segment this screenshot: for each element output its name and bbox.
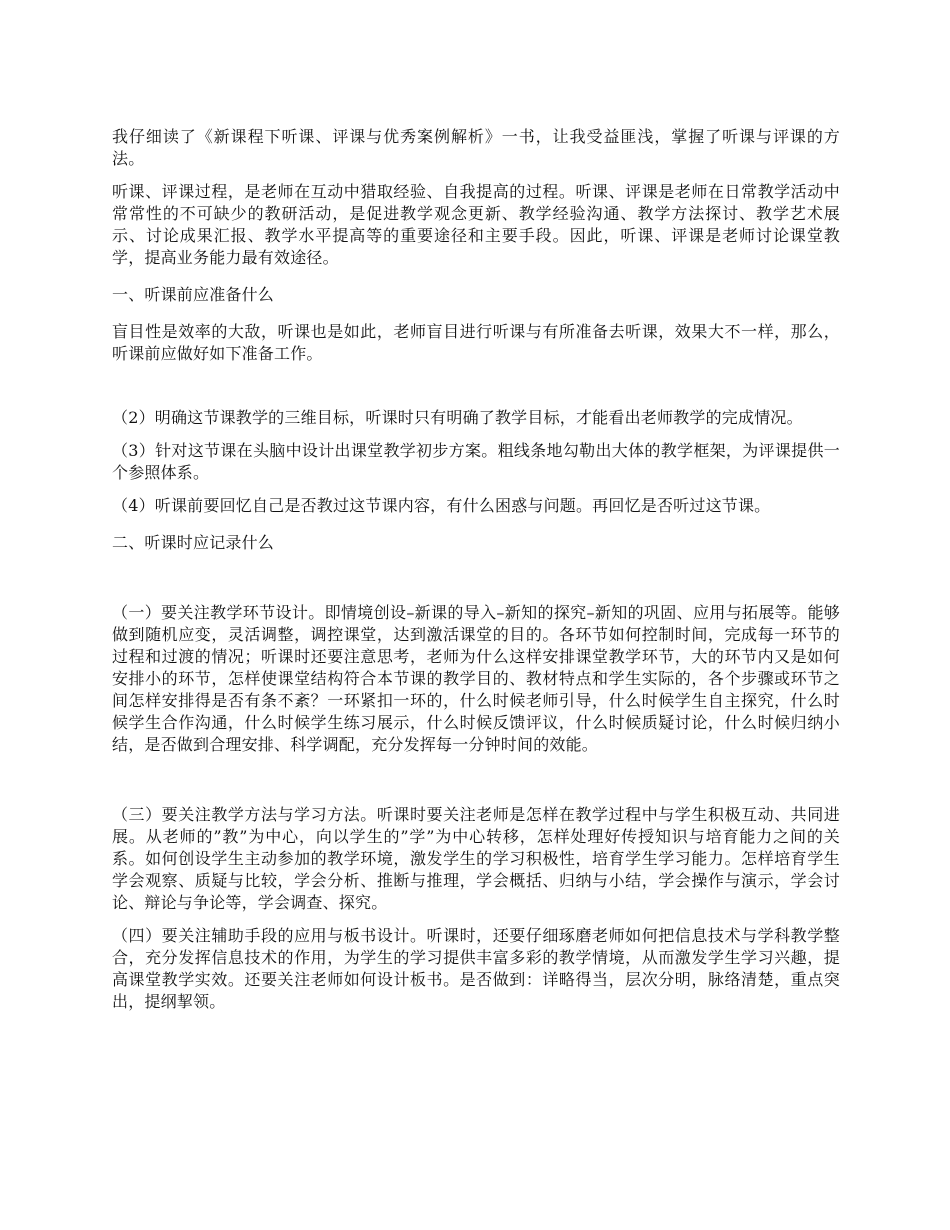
paragraph-listening-evaluation: 听课、评课过程，是老师在互动中猎取经验、自我提高的过程。听课、评课是老师在日常教学活动中常常性的不可缺少的教研活动，是促进教学观念更新、教学经验沟通、教学方法探讨、教学艺术展示、讨论成果汇报、教学水平提高等的重要途径和主要手段。因此，听课、评课是老师讨论课堂教学，提高业务能力最有效途径。 xyxy=(112,182,840,267)
paragraph-preparation: 盲目性是效率的大敌，听课也是如此，老师盲目进行听课与有所准备去听课，效果大不一样，那么，听课前应做好如下准备工作。 xyxy=(112,322,840,363)
list-item-4: （4）听课前要回忆自己是否教过这节课内容，有什么困惑与问题。再回忆是否听过这节课。 xyxy=(112,496,771,515)
list-item-2: （2）明确这节课教学的三维目标，听课时只有明确了教学目标，才能看出老师教学的完成情况。 xyxy=(112,408,803,427)
subsection-4: （四）要关注辅助手段的应用与板书设计。听课时，还要仔细琢磨老师如何把信息技术与学科教学整合，充分发挥信息技术的作用，为学生的学习提供丰富多彩的教学情境，从而激发学生学习兴趣，提高课堂教学实效。还要关注老师如何设计板书。是否做到：详略得当，层次分明，脉络清楚，重点突出，提纲挈领。 xyxy=(112,926,840,1011)
list-item-3: （3）针对这节课在头脑中设计出课堂教学初步方案。粗线条地勾勒出大体的教学框架，为评课提供一个参照体系。 xyxy=(112,441,840,482)
subsection-3: （三）要关注教学方法与学习方法。听课时要关注老师是怎样在教学过程中与学生积极互动、共同进展。从老师的”教”为中心，向以学生的”学”为中心转移，怎样处理好传授知识与培育能力之间的关系。如何创设学生主动参加的教学环境，激发学生的学习积极性，培育学生学习能力。怎样培育学生学会观察、质疑与比较，学会分析、推断与推理，学会概括、归纳与小结，学会操作与演示，学会讨论、辩论与争论等，学会调查、探究。 xyxy=(112,805,840,912)
document-body xyxy=(112,126,840,1013)
section-heading-1: 一、听课前应准备什么 xyxy=(112,285,275,304)
subsection-1: （一）要关注教学环节设计。即情境创设–新课的导入–新知的探究–新知的巩固、应用与拓展等。能够做到随机应变，灵活调整，调控课堂，达到激活课堂的目的。各环节如何控制时间，完成每一环节的过程和过渡的情况；听课时还要注意思考，老师为什么这样安排课堂教学环节，大的环节内又是如何安排小的环节，怎样使课堂结构符合本节课的教学目的、教材特点和学生实际的，各个步骤或环节之间怎样安排得是否有条不紊？一环紧扣一环的，什么时候老师引导，什么时候学生自主探究，什么时候学生合作沟通，什么时候学生练习展示，什么时候反馈评议，什么时候质疑讨论，什么时候归纳小结，是否做到合理安排、科学调配，充分发挥每一分钟时间的效能。 xyxy=(112,603,840,754)
section-heading-2: 二、听课时应记录什么 xyxy=(112,533,275,552)
intro-paragraph: 我仔细读了《新课程下听课、评课与优秀案例解析》一书，让我受益匪浅，掌握了听课与评课的方法。 xyxy=(112,127,840,168)
